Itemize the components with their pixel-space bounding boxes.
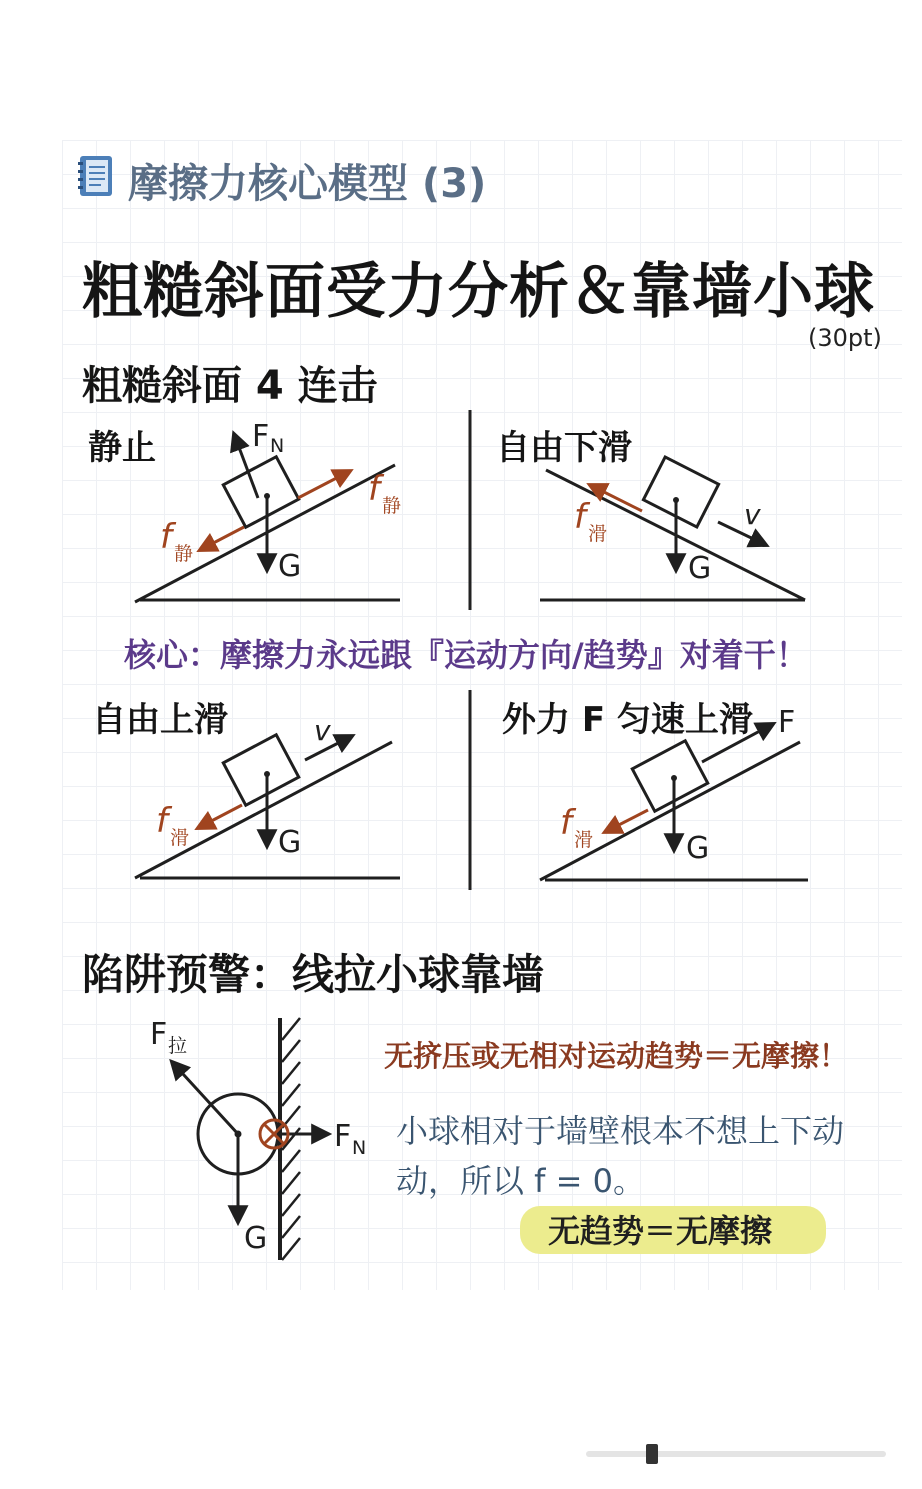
- horizontal-scrollbar[interactable]: [586, 1444, 898, 1462]
- block: [643, 457, 718, 527]
- friction-sub: 滑: [588, 523, 608, 545]
- friction-arrow: [605, 810, 648, 832]
- normal-label: F: [252, 419, 270, 454]
- gravity-label: G: [686, 831, 710, 866]
- diagram-wall-ball: [150, 1017, 366, 1260]
- friction-sub: 静: [174, 543, 194, 565]
- points-label: (30pt): [808, 324, 882, 352]
- gravity-label: G: [688, 551, 712, 586]
- tension-label: F: [150, 1017, 168, 1052]
- block: [223, 457, 299, 528]
- section-heading-incline: 粗糙斜面 4 连击: [82, 363, 378, 409]
- friction-label: f: [368, 469, 380, 509]
- scrollbar-track[interactable]: [586, 1451, 886, 1457]
- page-title: 粗糙斜面受力分析＆靠墙小球: [82, 257, 875, 327]
- panel-label-slide-down: 自由下滑: [496, 428, 632, 468]
- external-force-arrow: [702, 724, 773, 762]
- core-principle: 核心：摩擦力永远跟『运动方向/趋势』对着干！: [124, 636, 808, 674]
- diagram-pulled-up: [540, 705, 808, 880]
- hatched-wall: [282, 1018, 300, 1260]
- external-force-label: F: [778, 705, 796, 740]
- explanation-line-2: 动，所以 f = 0。: [396, 1162, 645, 1200]
- normal-label: F: [334, 1119, 352, 1154]
- explanation-line-1: 小球相对于墙壁根本不想上下动: [396, 1112, 845, 1150]
- velocity-label: v: [744, 498, 761, 531]
- friction-label: f: [560, 803, 572, 843]
- center-dot: [671, 775, 677, 781]
- highlight-text: 无趋势＝无摩擦: [548, 1212, 773, 1250]
- friction-sub: 静: [382, 495, 402, 517]
- section-heading-wall-ball: 陷阱预警：线拉小球靠墙: [82, 950, 545, 999]
- friction-label: f: [156, 801, 168, 841]
- gravity-label: G: [278, 825, 302, 860]
- tension-sub: 拉: [168, 1035, 188, 1057]
- friction-label: f: [160, 517, 172, 557]
- velocity-label: v: [314, 714, 331, 747]
- center-dot: [264, 493, 270, 499]
- scrollbar-thumb[interactable]: [646, 1444, 658, 1464]
- block: [223, 735, 299, 806]
- normal-sub: N: [270, 435, 285, 457]
- center-dot: [673, 497, 679, 503]
- diagram-static: [135, 419, 401, 602]
- center-dot: [264, 771, 270, 777]
- diagram-slide-down: [540, 457, 805, 600]
- friction-sub: 滑: [170, 827, 190, 849]
- warning-text: 无挤压或无相对运动趋势＝无摩擦！: [384, 1039, 849, 1073]
- friction-label: f: [574, 497, 586, 537]
- page-subtitle: 摩擦力核心模型 (3): [128, 161, 487, 207]
- panel-label-pulled-up: 外力 F 匀速上滑: [502, 700, 753, 740]
- gravity-label: G: [244, 1221, 268, 1256]
- diagram-slide-up: [135, 714, 400, 878]
- normal-sub: N: [352, 1137, 367, 1159]
- block: [632, 741, 708, 812]
- gravity-label: G: [278, 549, 302, 584]
- panel-label-slide-up: 自由上滑: [92, 700, 228, 740]
- friction-sub: 滑: [574, 829, 594, 851]
- friction-arrow: [590, 485, 642, 511]
- panel-label-static: 静止: [88, 428, 156, 468]
